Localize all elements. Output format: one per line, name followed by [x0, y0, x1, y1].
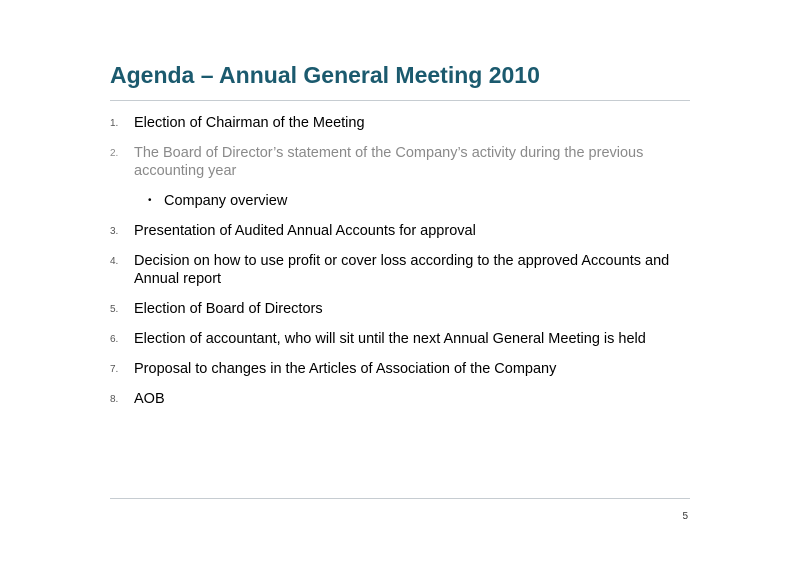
- item-text: Election of Chairman of the Meeting: [134, 115, 365, 131]
- item-number: 2.: [110, 148, 119, 159]
- item-number: 3.: [110, 226, 119, 237]
- agenda-item: [110, 390, 700, 408]
- sub-item-text: Company overview: [164, 193, 288, 209]
- item-text: Election of Board of Directors: [134, 301, 323, 317]
- footer-divider: [110, 498, 690, 499]
- item-text: Proposal to changes in the Articles of Association of the Company: [134, 361, 557, 377]
- slide-title: Agenda – Annual General Meeting 2010: [110, 62, 540, 88]
- agenda-item: [110, 252, 700, 288]
- item-number: 7.: [110, 364, 119, 375]
- item-text: Election of accountant, who will sit until the next Annual General Meeting is held: [134, 331, 646, 347]
- sub-item: [110, 192, 700, 210]
- item-text: The Board of Director’s statement of the Company’s activity during the previous accounting year: [134, 145, 644, 179]
- item-number: 8.: [110, 394, 119, 405]
- agenda-item: [110, 222, 700, 240]
- agenda-item: [110, 114, 700, 132]
- item-number: 4.: [110, 256, 119, 267]
- agenda-item: [110, 330, 700, 348]
- agenda-list: [110, 114, 700, 420]
- agenda-item: [110, 300, 700, 318]
- item-number: 6.: [110, 334, 119, 345]
- item-text: Presentation of Audited Annual Accounts for approval: [134, 223, 476, 239]
- item-text: AOB: [134, 391, 165, 407]
- title-divider: [110, 100, 690, 101]
- page-number: 5: [682, 511, 688, 522]
- item-number: 1.: [110, 118, 119, 129]
- item-text: Decision on how to use profit or cover loss according to the approved Accounts and Annual report: [134, 253, 670, 287]
- item-number: 5.: [110, 304, 119, 315]
- agenda-item-current: [110, 144, 700, 180]
- bullet-icon: •: [148, 195, 152, 206]
- sub-list-container: [110, 192, 700, 210]
- agenda-item: [110, 360, 700, 378]
- sub-list: [110, 192, 700, 210]
